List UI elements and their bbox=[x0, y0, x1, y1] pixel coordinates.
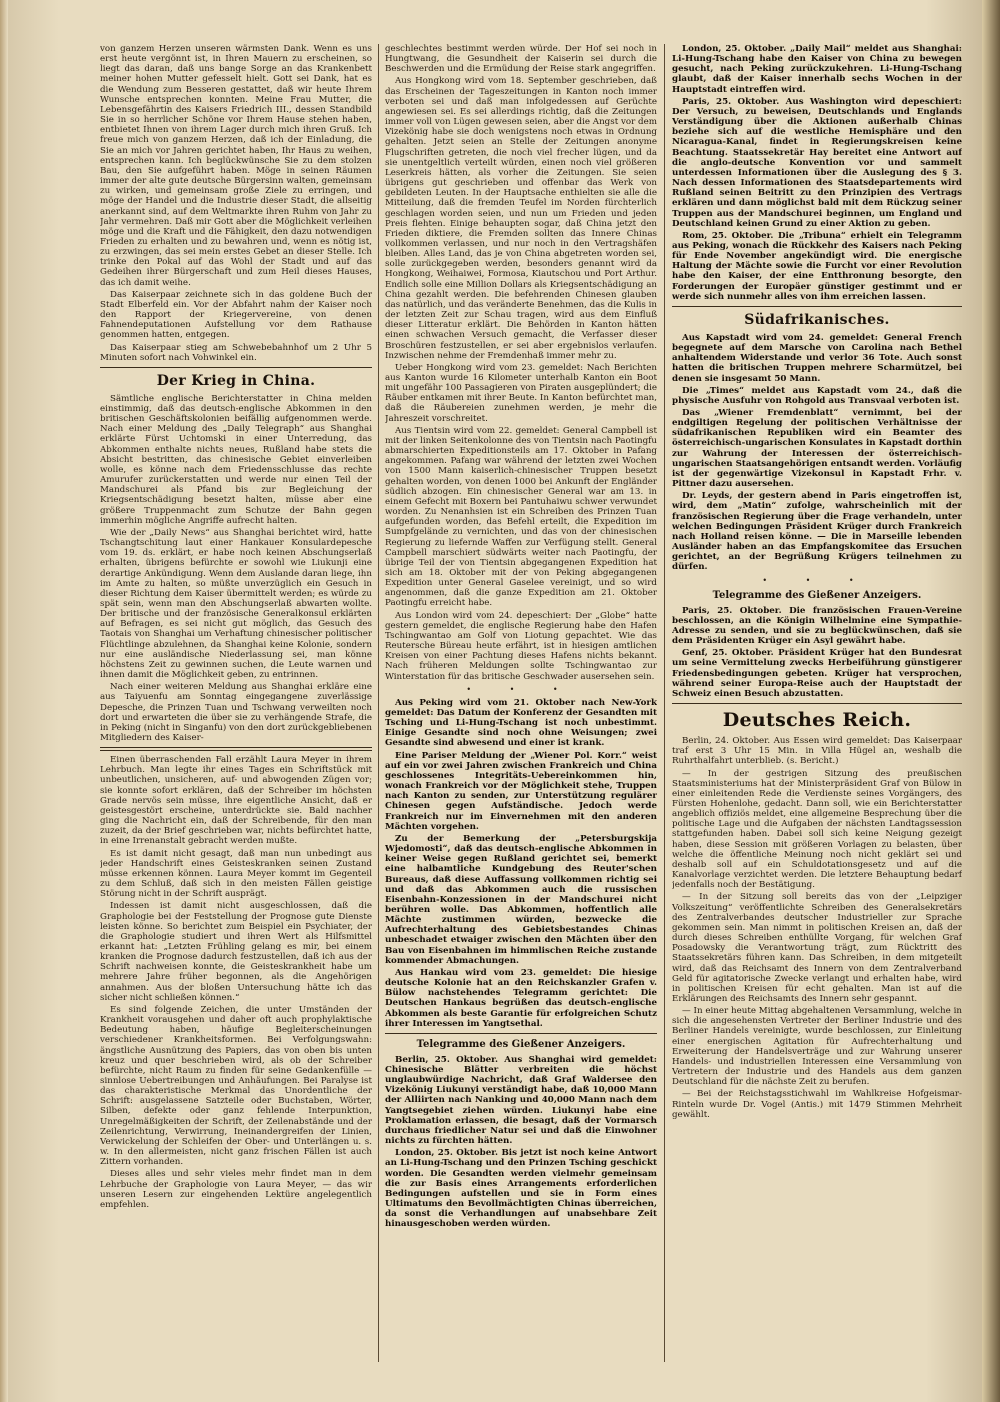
telegram-paragraph: Paris, 25. Oktober. Die französischen Frauen-Vereine beschlossen, an die Königin Wilhelmine eine Sympathie-Adresse zu senden, und sie zu beglückwünschen, daß sie dem Präsidenten Krüger ein Asyl gewährt habe. bbox=[672, 605, 962, 647]
section-divider bbox=[100, 367, 372, 368]
section-heading-telegrams: Telegramme des Gießener Anzeigers. bbox=[416, 1038, 626, 1050]
column-1 bbox=[100, 44, 372, 1368]
feuilleton-paragraph: Einen überraschenden Fall erzählt Laura Meyer in ihrem Lehrbuch. Man legte ihr eines Tages ein Schriftstück mit unbeutlichen, unsicheren, auf- und abwogenden Zügen vor; sie konnte sofort erklären, daß der Schreiber im höchsten Grade nervös sein müsse, ihre eigentliche Ansicht, daß er geistesgestört erscheine, unterdrückte sie. Bald nachher ging die Nachricht ein, daß der Schreibende, für den man zuzeit, da der Brief geschrieben war, nichts befürchtet hatte, in eine Irrenanstalt gebracht werden mußte. bbox=[100, 755, 372, 847]
telegram-paragraph: London, 25. Oktober. Bis jetzt ist noch keine Antwort an Li-Hung-Tschang und den Prinzen Tsching geschickt worden. Die Gesandten werden vielmehr gemeinsam die zur Basis eines Arrangements erforderlichen Bedingungen aufstellen und sie in Form eines Ultimatums den Bevollmächtigten Chinas überreichen, da sonst die Verhandlungen auf unabsehbare Zeit hinausgeschoben werden würden. bbox=[385, 1148, 657, 1230]
article-paragraph: — In einer heute Mittag abgehaltenen Versammlung, welche in sich die angesehensten Vertreter der Berliner Industrie und des Berliner Handels vereinigte, wurde beschlossen, zur Einleitung einer energischen Agitation für Aufrechterhaltung und Erweiterung der Handelsverträge und zur Wahrung unserer Handels- und industriellen Interessen eine Versammlung von Vertretern der Industrie und des Handels aus dem ganzen Deutschland für die nächste Zeit zu berufen. bbox=[672, 1006, 962, 1088]
binding-edge bbox=[982, 0, 1000, 1402]
article-paragraph: Nach einer weiteren Meldung aus Shanghai erkläre eine aus Taiyuenfu am Sonntag eingegangene zuverlässige Depesche, die Prinzen Tuan und Tschwang verweilten noch dort und erwarteten die über sie zu verhängende Strafe, die in Peking (nicht in Singanfu) von den dort zurückgebliebenen Mitgliedern des Kaiser- bbox=[100, 682, 372, 743]
section-heading-south-africa: Südafrikanisches. bbox=[744, 311, 890, 328]
article-paragraph: — In der Sitzung soll bereits das von der „Leipziger Volkszeitung“ veröffentlichte Schreiben des Generalsekretärs des Zentralverbandes deutscher Industrieller zur Sprache gekommen sein. Man nimmt in politischen Kreisen an, daß der durch dieses Schreiben enthüllte Vorgang, für welchen Graf Posadowsky die Verantwortung trägt, zum Rücktritt des Staatssekretärs führen kann. Das Schreiben, in dem mitgeteilt wird, daß das Reichsamt des Innern von dem Zentralverband Geld für agitatorische Zwecke verlangt und erhalten habe, wird in politischen Kreisen für echt gehalten. Man ist auf die Erklärungen des Reichsamts des Innern sehr gespannt. bbox=[672, 892, 962, 1004]
telegram-paragraph: Berlin, 25. Oktober. Aus Shanghai wird gemeldet: Chinesische Blätter verbreiten die höchst unglaubwürdige Nachricht, daß Graf Waldersee den Vizekönig Liukunyi verständigt habe, daß 10,000 Mann der Alliirten nach Nanking und 40,000 Mann nach dem Yangtsegebiet ziehen würden. Liukunyi habe eine Proklamation erlassen, die besagt, daß der Vormarsch durchaus friedlicher Natur sei und daß die Einwohner nichts zu fürchten hätten. bbox=[385, 1054, 657, 1147]
article-paragraph: Eine Pariser Meldung der „Wiener Pol. Korr.“ weist auf ein vor zwei Jahren zwischen Frankreich und China geschlossenes Integritäts-Uebereinkommen hin, wonach Frankreich vor der Möglichkeit stehe, Truppen nach Kanton zu senden, zur Unterstützung regulärer Chinesen gegen Aufständische. Jedoch werde Frankreich nur im Einvernehmen mit den anderen Mächten vorgehen. bbox=[385, 750, 657, 832]
telegram-paragraph: Paris, 25. Oktober. Aus Washington wird depeschiert: Der Versuch, zu beweisen, Deutschlands und Englands Verständigung über die Aktionen außerhalb Chinas beziehe sich auf die westliche Hemisphäre und den Nicaragua-Kanal, findet in Regierungskreisen keine Beachtung. Staatssekretär Hay bereitet eine Antwort auf die anglo-deutsche Konvention vor und sammelt unterdessen Informationen über die Auslegung des § 3. Nach dessen Informationen des Staatsdepartements wird Rußland seinen Beitritt zu den Prinzipien des Vertrags erklären und dann möglichst bald mit dem Rückzug seiner Truppen aus der Mandschurei beginnen, um England und Deutschland keinen Grund zu einer Aktion zu geben. bbox=[672, 96, 962, 229]
article-paragraph: Aus Hongkong wird vom 18. September geschrieben, daß das Erscheinen der Tageszeitungen in Kanton noch immer verboten sei und daß man infolgedessen auf Gerüchte angewiesen sei. Es sei allerdings richtig, daß die Zeitungen immer voll von Lügen gewesen seien, aber die Angst vor dem Vizekönig habe sie doch wenigstens noch etwas in Ordnung gehalten. Jetzt seien an Stelle der Zeitungen anonyme Flugschriften getreten, die noch viel frecher lügen, und da sie unentgeltlich verteilt würden, einen noch viel größeren Leserkreis hätten, als vorher die Zeitungen. Sie seien übrigens gut geschrieben und offenbar das Werk von gebildeten Leuten. In der Hauptsache enthielten sie alle die Mitteilung, daß die fremden Teufel im Norden fürchterlich geschlagen worden seien, und nun um Frieden und jeden Preis flehten. Einige behaupten sogar, daß China jetzt den Frieden diktiere, die Fremden sollten das Innere Chinas vollkommen verlassen, und nur noch in den Vertragshäfen bleiben. Alles Land, das je von China abgetreten worden sei, solle zurückgegeben werden, besonders genannt wird da Hongkong, Weihaiwei, Formosa, Kiautschou und Port Arthur. Endlich solle eine Million Dollars als Kriegsentschädigung an China gezahlt werden. Die befehrenden Chinesen glauben das natürlich, und das veränderte Benehmen, das die Kulis in der letzten Zeit zur Schau tragen, wird aus dem Einfluß dieser Litteratur erklärt. Die Behörden in Kanton hätten einen schwachen Versuch gemacht, die Verfasser dieser Broschüren festzustellen, er sei aber ergebnislos verlaufen. Inzwischen nehme der Fremdenhaß immer mehr zu. bbox=[385, 76, 657, 361]
feuilleton-paragraph: Es ist damit nicht gesagt, daß man nun unbedingt aus jeder Handschrift eines Geisteskranken seinen Zustand müsse erkennen können. Laura Meyer kommt im Gegenteil zu dem Schluß, daß sich in den meisten Fällen geistige Störung nicht in der Schrift ausprägt. bbox=[100, 848, 372, 900]
article-paragraph: Wie der „Daily News“ aus Shanghai berichtet wird, hatte Tschangtschitung laut einer Hankauer Konsulardepesche vom 19. ds. erklärt, er habe noch keinen Abschungserlaß erhalten, übrigens befürchte er sowohl wie Liukunji eine derartige Ankündigung. Wenn dem Auslande daran liege, ihn im Amte zu halten, so müßte unverzüglich ein Gesuch in dieser Richtung dem Kaiser übermittelt werden; es würde zu spät sein, wenn man den Abschungserlaß abwarten wollte. Der britische und der französische Generalkonsul erklärten auf Befragen, es sei nicht gut möglich, das Gesuch des Taotais von Shanghai um Verhaftung chinesischer politischer Flüchtlinge abzulehnen, da Shanghai keine Kolonie, sondern nur eine ausländische Niederlassung sei, man könne höchstens Zeit zu gewinnen suchen, die Leute warnen und ihnen damit die Möglichkeit geben, zu entrinnen. bbox=[100, 527, 372, 681]
article-paragraph: — In der gestrigen Sitzung des preußischen Staatsministeriums hat der Ministerpräsident Graf von Bülow in einer einleitenden Rede die Verdienste seines Vorgängers, des Fürsten Hohenlohe, gedacht. Dann soll, wie ein Berichterstatter angeblich offiziös meldet, eine allgemeine Besprechung über die politische Lage und die Aufgaben der nächsten Landtagssession stattgefunden haben. Dabei soll sich keine Neigung gezeigt haben, diese Session mit größeren Vorlagen zu belasten, über welche die öffentliche Meinung noch nicht geklärt sei und deshalb soll auf ein Schuldotationsgesetz und auf die Kanalvorlage verzichtet werden. Die letztere Behauptung bedarf jedenfalls noch der Bestätigung. bbox=[672, 768, 962, 891]
article-paragraph: Aus Kapstadt wird vom 24. gemeldet: General French begegnete auf dem Marsche von Carolina nach Bethel anhaltendem Widerstande und verlor 36 Tote. Auch sonst hatten die britischen Truppen mehrere Scharmützel, bei denen sie insgesamt 50 Mann. bbox=[672, 332, 962, 384]
article-paragraph: Sämtliche englische Berichterstatter in China melden einstimmig, daß das deutsch-englische Abkommen in den britischen Geschäftskolonien beifällig aufgenommen werde. Nach einer Meldung des „Daily Telegraph“ aus Shanghai erklärte Fürst Uchtomski in einer Unterredung, das Abkommen enthalte nichts neues, Rußland habe stets die Absicht bestritten, das chinesische Gebiet einverleiben wolle, es könne nach dem Friedensschlusse das rechte Amurufer zurückerstatten und werde nur einen Teil der Mandschurei als Pfand bis zur Begleichung der Kriegsentschädigung besetzt halten, müsse aber eine größere Truppenmacht zum Schutze der Bahn gegen immerhin mögliche Angriffe aufrecht halten. bbox=[100, 393, 372, 526]
column-3 bbox=[672, 44, 962, 1368]
article-paragraph: von ganzem Herzen unseren wärmsten Dank. Wenn es uns erst heute vergönnt ist, in Ihren Mauern zu erscheinen, so liegt das daran, daß uns bange Sorge an das Krankenbett meiner hohen Mutter gefesselt hielt. Gott sei Dank, hat es die Wendung zum Besseren gestattet, daß wir heute Ihrem Wunsche entsprechen konnten. Meine Frau Mutter, die Lebensgefährtin des Kaisers Friedrich III., dessen Standbild Sie in so herrlicher Schöne vor Ihrem Hause stehen haben, entbietet Ihnen von ihrem Lager durch mich ihren Gruß. Ich freue mich von ganzem Herzen, daß ich der Einladung, die Sie an mich vor Jahren gerichtet haben, Ihr Haus zu weihen, entsprechen kann. Ich beglückwünsche Sie zu dem stolzen Bau, den Sie aufgeführt haben. Möge in seinen Räumen immer der alte gute deutsche Bürgersinn walten, gemeinsam zu wirken, und gemeinsam große Ziele zu erringen, und möge der Handel und die Industrie dieser Stadt, die allseitig anerkannt sind, auf dem Weltmarkte ihren Ruhm von Jahr zu Jahr vermehren. Daß mir Gott aber die Möglichkeit verleihen möge und die Kraft und die Fähigkeit, den dazu notwendigen Frieden zu erhalten und zu bewahren und, wenn es nötig ist, zu erzwingen, das sei mein erstes Gebet an dieser Stelle. Ich trinke den Pokal auf das Wohl der Stadt und auf das Gedeihen ihrer Bürgerschaft und zum Heil dieses Hauses, das ich damit weihe. bbox=[100, 44, 372, 288]
article-paragraph: Aus London wird vom 24. depeschiert: Der „Globe“ hatte gestern gemeldet, die englische Regierung habe den Hafen Tschingwantao am Golf von Liotung gepachtet. Wie das Reutersche Büreau heute erfährt, ist in hiesigen amtlichen Kreisen von einer Pachtung dieses Hafens nichts bekannt. Nach früheren Meldungen sollte Tschingwantao zur Winterstation für das britische Geschwader ausersehen sein. bbox=[385, 610, 657, 682]
page-fold-shadow bbox=[0, 0, 8, 1402]
feuilleton-paragraph: Dieses alles und sehr vieles mehr findet man in dem Lehrbuche der Graphologie von Laura Meyer, — das wir unseren Lesern zur eingehenden Lektüre angelegentlich empfehlen. bbox=[100, 1169, 372, 1210]
section-separator-dots: • • • bbox=[762, 575, 872, 585]
feuilleton-divider bbox=[100, 747, 372, 751]
article-paragraph: Das Kaiserpaar zeichnete sich in das goldene Buch der Stadt Elberfeld ein. Vor der Abfahrt nahm der Kaiser noch den Rapport der Kriegervereine, von denen Fahnendeputationen Aufstellung vor dem Rathause genommen hatten, entgegen. bbox=[100, 289, 372, 341]
column-2 bbox=[385, 44, 657, 1368]
article-paragraph: — Bei der Reichstagsstichwahl im Wahlkreise Hofgeismar-Rinteln wurde Dr. Vogel (Antis.) mit 1479 Stimmen Mehrheit gewählt. bbox=[672, 1089, 962, 1120]
section-separator-dots: • • • bbox=[466, 684, 576, 694]
section-divider bbox=[672, 703, 962, 704]
column-rule bbox=[378, 44, 379, 1362]
section-heading-german-reich: Deutsches Reich. bbox=[722, 709, 912, 732]
article-paragraph: Aus Hankau wird vom 23. gemeldet: Die hiesige deutsche Kolonie hat an den Reichskanzler Grafen v. Bülow nachstehendes Telegramm gerichtet: Die Deutschen Hankaus begrüßen das deutsch-englische Abkommen als beste Garantie für erfolgreichen Schutz ihrer Interessen im Yangtsethal. bbox=[385, 967, 657, 1029]
article-paragraph: Das Kaiserpaar stieg am Schwebebahnhof um 2 Uhr 5 Minuten sofort nach Vohwinkel ein. bbox=[100, 342, 372, 363]
article-paragraph: Aus Peking wird vom 21. Oktober nach New-York gemeldet: Das Datum der Konferenz der Gesandten mit Tsching und Li-Hung-Tschang ist noch unbestimmt. Einige Gesandte sind noch ohne Weisungen; zwei Gesandte sind abwesend und einer ist krank. bbox=[385, 697, 657, 749]
section-heading-telegrams-2: Telegramme des Gießener Anzeigers. bbox=[712, 589, 922, 601]
article-paragraph: Das „Wiener Fremdenblatt“ vernimmt, bei der endgiltigen Regelung der politischen Verhältnisse der südafrikanischen Republiken wird ein Beamter des österreichisch-ungarischen Konsulates in Kapstadt dorthin zur Wahrung der Interessen der österreichisch-ungarischen Staatsangehörigen entsandt werden. Vorläufig ist der gegenwärtige Vizekonsul in Kapstadt Frhr. v. Pittner dazu ausersehen. bbox=[672, 408, 962, 490]
telegram-paragraph: Rom, 25. Oktober. Die „Tribuna“ erhielt ein Telegramm aus Peking, wonach die Rückkehr des Kaisers nach Peking für Ende November angekündigt wird. Die energische Haltung der Mächte sowie die Furcht vor einer Revolution habe den Kaiser, der eine Entthronung besorgte, den Forderungen der Europäer günstiger gestimmt und er werde sich nunmehr alles von ihm erreichen lassen. bbox=[672, 230, 962, 302]
article-paragraph: Aus Tientsin wird vom 22. gemeldet: General Campbell ist mit der linken Seitenkolonne des von Tientsin nach Paotingfu abmarschierten Expeditionsteils am 17. Oktober in Pafang angekommen. Pafang war während der letzten zwei Wochen von 1500 Mann kaiserlich-chinesischer Truppen besetzt gehalten worden, von denen 1000 bei Ankunft der Engländer südlich abzogen. Ein chinesischer General war am 13. in einem Gefecht mit Boxern bei Pantuhaiwu schwer verwundet worden. Zu Nenanhsien ist ein Schreiben des Prinzen Tuan aufgefunden worden, das Befehl erteilt, die Expedition im Sumpfgelände zu vernichten, und das von der chinesischen Regierung zu liefernde Waffen zur Verfügung stellt. General Campbell marschiert südwärts weiter nach Paotingfu, der übrige Teil der von Tientsin abgegangenen Expedition hat sich am 18. Oktober mit der von Peking abgegangenen Expedition unter General Gaselee vereinigt, und so wird angenommen, daß die ganze Expedition am 21. Oktober Paotingfu erreicht habe. bbox=[385, 425, 657, 609]
feuilleton-paragraph: Es sind folgende Zeichen, die unter Umständen der Krankheit vorausgehen und daher oft auch prophylaktische Bedeutung haben, häufige Begleiterscheinungen verschiedener Krankheitsformen. Bei Verfolgungswahn: ängstliche Ausnützung des Papiers, das von oben bis unten kreuz und quer beschrieben wird, als ob der Schreiber befürchte, nicht Raum zu finden für seine Gedankenfülle — sinnlose Uebertreibungen und Anhäufungen. Bei Paralyse ist das charakteristische Merkmal das Unordentliche der Schrift: ausgelassene Satzteile oder Buchstaben, Wörter, Silben, defekte oder ganz fehlende Interpunktion, Unregelmäßigkeiten der Schrift, der Zeilenabstände und der Zeilenrichtung, Verwirrung, Ineinandergreifen der Linien, Verwickelung der Schleifen der Ober- und Unterlängen u. s. w. In den allermeisten, nicht ganz frischen Fällen ist auch Zittern vorhanden. bbox=[100, 1004, 372, 1168]
article-paragraph: Ueber Hongkong wird vom 23. gemeldet: Nach Berichten aus Kanton wurde 16 Kilometer unterhalb Kanton ein Boot mit ungefähr 100 Passagieren von Piraten ausgeplündert; die Räuber entkamen mit ihrer Beute. In Kanton befürchtet man, daß die Räubereien zunehmen werden, je mehr die Jahreszeit vorschreitet. bbox=[385, 362, 657, 424]
article-paragraph: Zu der Bemerkung der „Petersburgskija Wjedomosti“, daß das deutsch-englische Abkommen in keiner Weise gegen Rußland gerichtet sei, bemerkt eine halbamtliche Kundgebung des Reuter'schen Bureaus, daß diese Auffassung vollkommen richtig sei und daß das Abkommen auch die russischen Eisenbahn-Konzessionen in der Mandschurei nicht berühren wolle. Das Abkommen, hoffentlich alle Mächte zustimmen würden, bezwecke die Aufrechterhaltung des Gebietsbestandes Chinas unbeschadet etwaiger zwischen den Mächten über den Bau von Eisenbahnen im himmlischen Reiche zustande kommender Abmachungen. bbox=[385, 833, 657, 966]
article-paragraph: geschlechtes bestimmt werden würde. Der Hof sei noch in Hungtwang, die Gesundheit der Kaiserin sei durch die Beschwerden und die Ermüdung der Reise stark angegriffen. bbox=[385, 44, 657, 75]
article-paragraph: Dr. Leyds, der gestern abend in Paris eingetroffen ist, wird, dem „Matin“ zufolge, wahrscheinlich mit der französischen Regierung über die Frage verhandeln, unter welchen Bedingungen Präsident Krüger durch Frankreich nach Holland reisen könne. — Die in Marseille lebenden Ausländer haben an das Empfangskomitee das Ersuchen gerichtet, an der Begrüßung Krügers teilnehmen zu dürfen. bbox=[672, 491, 962, 573]
telegram-paragraph: London, 25. Oktober. „Daily Mail“ meldet aus Shanghai: Li-Hung-Tschang habe den Kaiser von China zu bewegen gesucht, nach Peking zurückzukehren. Li-Hung-Tschang glaubt, daß der Kaiser innerhalb sechs Wochen in der Hauptstadt eintreffen wird. bbox=[672, 44, 962, 95]
section-divider bbox=[385, 1033, 657, 1034]
telegram-paragraph: Genf, 25. Oktober. Präsident Krüger hat den Bundesrat um seine Vermittelung zwecks Herbeiführung günstigerer Friedensbedingungen gebeten. Krüger hat versprochen, während seiner Europa-Reise auch der Hauptstadt der Schweiz einen Besuch abzustatten. bbox=[672, 648, 962, 699]
section-heading-china-war: Der Krieg in China. bbox=[156, 372, 316, 389]
section-divider bbox=[672, 306, 962, 307]
article-paragraph: Berlin, 24. Oktober. Aus Essen wird gemeldet: Das Kaiserpaar traf erst 3 Uhr 15 Min. in Villa Hügel an, weshalb die Ruhrthalfahrt unterblieb. (s. Bericht.) bbox=[672, 736, 962, 767]
column-rule bbox=[664, 44, 665, 1362]
article-paragraph: Die „Times“ meldet aus Kapstadt vom 24., daß die physische Ausfuhr von Rohgold aus Transvaal verboten ist. bbox=[672, 385, 962, 406]
feuilleton-paragraph: Indessen ist damit nicht ausgeschlossen, daß die Graphologie bei der Feststellung der Prognose gute Dienste leisten könne. So berichtet zum Beispiel ein Psychiater, der die Graphologie studiert und ihren Wert als Hilfsmittel erkannt hat: „Letzten Frühling gelang es mir, bei einem kranken die Prognose dadurch festzustellen, daß ich aus der Schrift nachweisen konnte, die Geisteskrankheit habe um mehrere Jahre früher begonnen, als die Angehörigen annahmen. Aus der bloßen Untersuchung hätte ich das sicher nicht schließen können.“ bbox=[100, 901, 372, 1003]
